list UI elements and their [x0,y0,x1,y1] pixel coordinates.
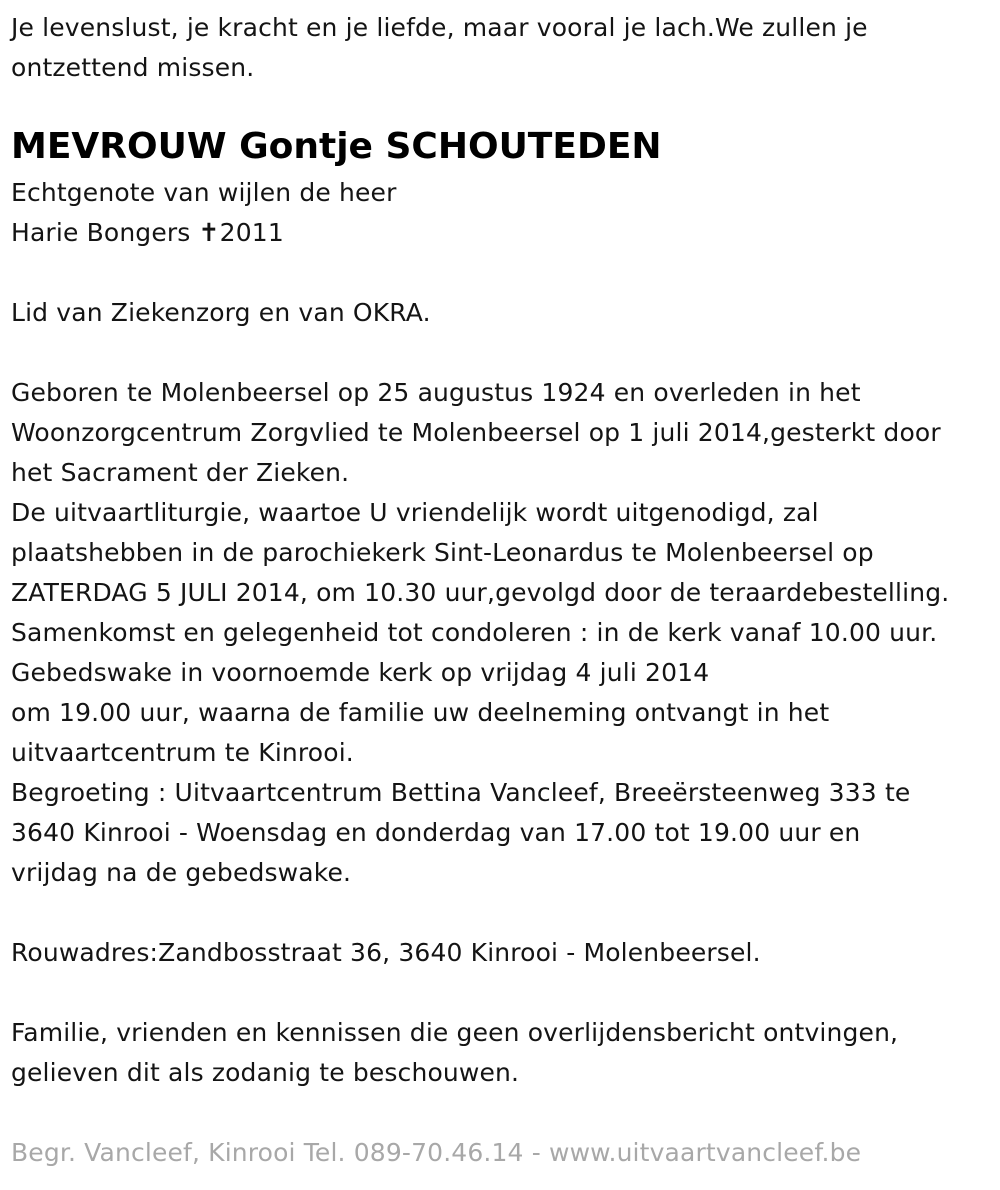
address-line: Rouwadres:Zandbosstraat 36, 3640 Kinrooi - Molenbeersel. [11,938,761,967]
membership-line: Lid van Ziekenzorg en van OKRA. [11,298,431,327]
details-line: Begroeting : Uitvaartcentrum Bettina Vancleef, Breeërsteenweg 333 te [11,778,911,807]
funeral-home-footer: Begr. Vancleef, Kinrooi Tel. 089-70.46.14 - www.uitvaartvancleef.be [11,1138,862,1167]
details-line: Samenkomst en gelegenheid tot condoleren : in de kerk vanaf 10.00 uur. [11,618,938,647]
details-line: het Sacrament der Zieken. [11,458,350,487]
deceased-name: MEVROUW Gontje SCHOUTEDEN [11,126,662,167]
details-line: om 19.00 uur, waarna de familie uw deelneming ontvangt in het [11,698,830,727]
spacer [11,253,996,293]
details-line: Woonzorgcentrum Zorgvlied te Molenbeersel op 1 juli 2014,gesterkt door [11,418,941,447]
intro-line: ontzettend missen. [11,53,255,82]
details-line: vrijdag na de gebedswake. [11,858,352,887]
details-line: De uitvaartliturgie, waartoe U vriendelijk wordt uitgenodigd, zal [11,498,819,527]
spacer [11,333,996,373]
closing-line: gelieven dit als zodanig te beschouwen. [11,1058,520,1087]
spacer [11,973,996,1013]
spacer [11,893,996,933]
details-line: Gebedswake in voornoemde kerk op vrijdag 4 juli 2014 [11,658,710,687]
intro-line: Je levenslust, je kracht en je liefde, maar vooral je lach.We zullen je [11,13,868,42]
spacer [11,1093,996,1133]
details-line: uitvaartcentrum te Kinrooi. [11,738,354,767]
spouse-line: Echtgenote van wijlen de heer [11,178,397,207]
details-line: Geboren te Molenbeersel op 25 augustus 1924 en overleden in het [11,378,861,407]
spouse-line: Harie Bongers ✝2011 [11,218,284,247]
obituary-notice [11,8,996,1173]
closing-line: Familie, vrienden en kennissen die geen overlijdensbericht ontvingen, [11,1018,899,1047]
details-line: 3640 Kinrooi - Woensdag en donderdag van 17.00 tot 19.00 uur en [11,818,861,847]
details-line: ZATERDAG 5 JULI 2014, om 10.30 uur,gevolgd door de teraardebestelling. [11,578,950,607]
details-line: plaatshebben in de parochiekerk Sint-Leonardus te Molenbeersel op [11,538,874,567]
